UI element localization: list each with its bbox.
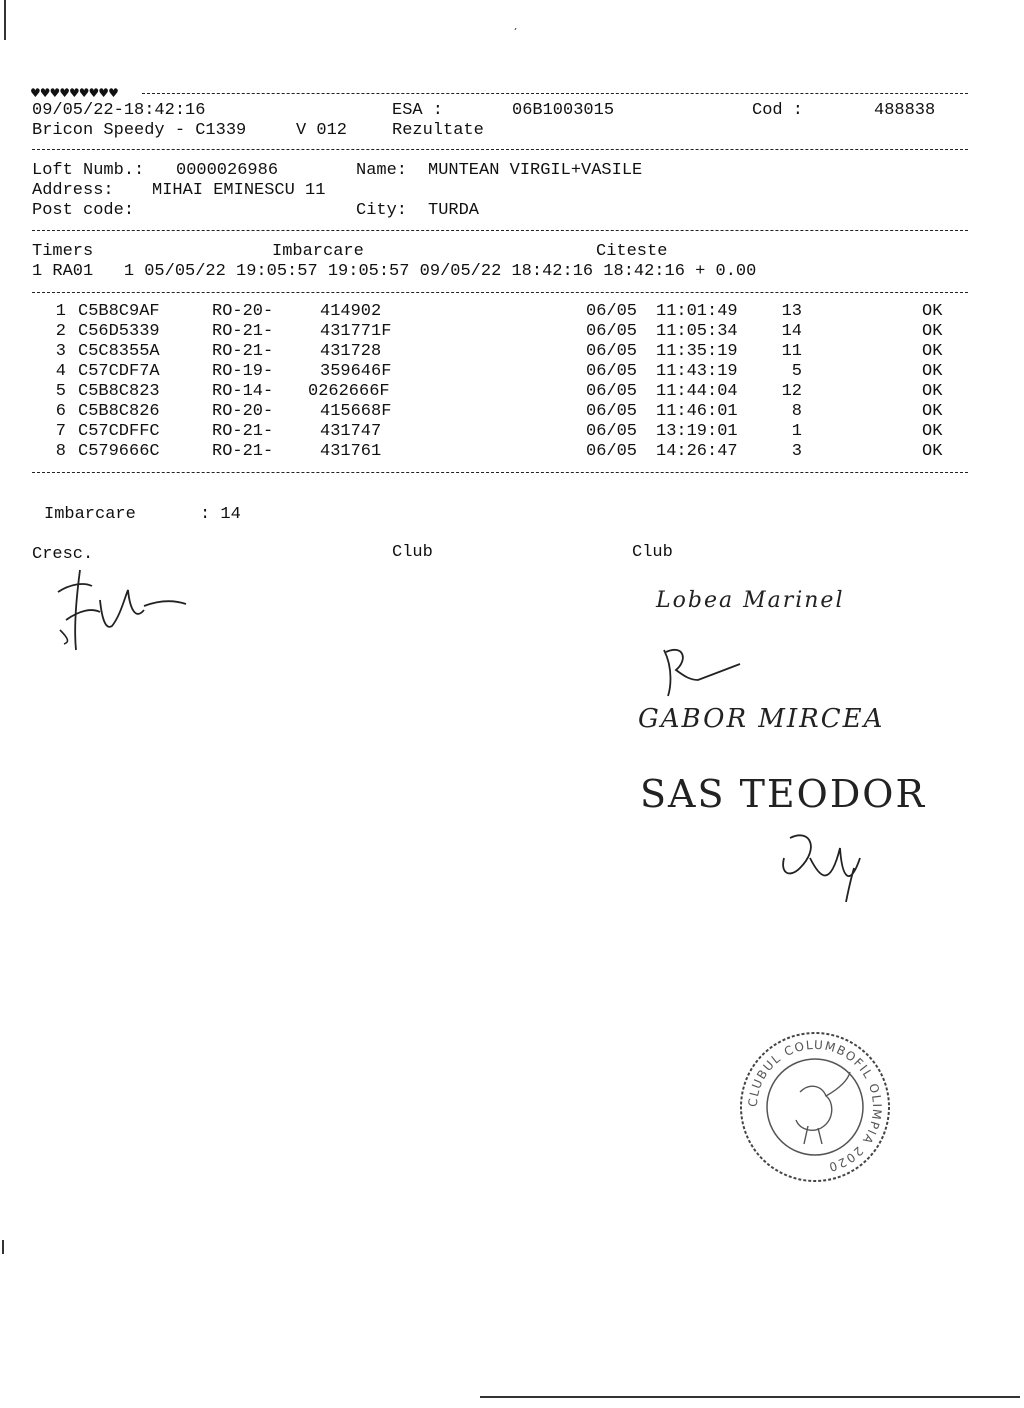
club-stamp	[730, 1022, 900, 1192]
result-chip: C5C8355A	[78, 342, 160, 361]
stamp-circle-text: CLUBUL COLUMBOFIL OLIMPIA 2020	[745, 1037, 885, 1175]
result-ring: 431771F	[320, 322, 392, 341]
result-ring-prefix: RO-19-	[212, 362, 274, 381]
result-date: 06/05	[586, 422, 638, 441]
club-name-3: SAS TEODOR	[640, 772, 927, 816]
result-ring-prefix: RO-14-	[212, 382, 274, 401]
result-status: OK	[922, 362, 943, 381]
esa-value: 06B1003015	[512, 101, 615, 120]
result-status: OK	[922, 402, 943, 421]
club-name-1: Lobea Marinel	[656, 588, 845, 613]
cod-value: 488838	[874, 101, 936, 120]
result-ring: 431728	[320, 342, 382, 361]
result-date: 06/05	[586, 442, 638, 461]
result-idx: 3	[55, 342, 66, 361]
result-pos: 8	[791, 402, 802, 421]
result-ring: 431747	[320, 422, 382, 441]
result-ring: 431761	[320, 442, 382, 461]
result-status: OK	[922, 442, 943, 461]
result-idx: 1	[55, 302, 66, 321]
address-label: Address:	[32, 181, 114, 200]
result-pos: 1	[791, 422, 802, 441]
divider-timers	[32, 292, 968, 293]
timers-row: 1 RA01 1 05/05/22 19:05:57 19:05:57 09/05/22 18:42:16 18:42:16 + 0.00	[32, 262, 757, 281]
result-time: 14:26:47	[656, 442, 738, 461]
city-label: City:	[356, 201, 408, 220]
result-idx: 2	[55, 322, 66, 341]
result-status: OK	[922, 322, 943, 341]
result-date: 06/05	[586, 342, 638, 361]
result-ring-prefix: RO-21-	[212, 322, 274, 341]
result-pos: 11	[781, 342, 802, 361]
result-chip: C5B8C9AF	[78, 302, 160, 321]
header-hearts: ♥♥♥♥♥♥♥♥♥	[30, 86, 118, 100]
result-pos: 5	[791, 362, 802, 381]
divider-header	[32, 149, 968, 150]
result-ring-prefix: RO-20-	[212, 402, 274, 421]
result-ring: 415668F	[320, 402, 392, 421]
result-pos: 3	[791, 442, 802, 461]
divider-results	[32, 472, 968, 473]
timers-imbarcare-header: Imbarcare	[272, 242, 364, 261]
result-ring-prefix: RO-21-	[212, 342, 274, 361]
summary-imbarcare-label: Imbarcare	[44, 505, 136, 524]
postcode-label: Post code:	[32, 201, 135, 220]
result-ring-prefix: RO-21-	[212, 442, 274, 461]
result-ring-prefix: RO-20-	[212, 302, 274, 321]
club-label-2: Club	[632, 543, 673, 562]
result-time: 13:19:01	[656, 422, 738, 441]
header-datetime: 09/05/22-18:42:16	[32, 101, 206, 120]
result-ring: 359646F	[320, 362, 392, 381]
summary-imbarcare-value: : 14	[200, 505, 241, 524]
device-name: Bricon Speedy - C1339	[32, 121, 247, 140]
result-date: 06/05	[586, 402, 638, 421]
result-status: OK	[922, 342, 943, 361]
result-pos: 13	[781, 302, 802, 321]
scan-edge-bottom	[480, 1396, 1020, 1398]
result-time: 11:05:34	[656, 322, 738, 341]
breeder-signature	[40, 560, 200, 660]
timers-header: Timers	[32, 242, 94, 261]
divider-top	[142, 93, 968, 94]
result-date: 06/05	[586, 362, 638, 381]
timers-citeste-header: Citeste	[596, 242, 668, 261]
result-time: 11:46:01	[656, 402, 738, 421]
name-value: MUNTEAN VIRGIL+VASILE	[428, 161, 643, 180]
report-mode: Rezultate	[392, 121, 484, 140]
result-date: 06/05	[586, 302, 638, 321]
result-chip: C5B8C823	[78, 382, 160, 401]
result-time: 11:01:49	[656, 302, 738, 321]
address-value: MIHAI EMINESCU 11	[152, 181, 326, 200]
result-chip: C57CDF7A	[78, 362, 160, 381]
loft-value: 0000026986	[176, 161, 279, 180]
result-date: 06/05	[586, 382, 638, 401]
result-ring-prefix: RO-21-	[212, 422, 274, 441]
cod-label: Cod :	[752, 101, 804, 120]
result-chip: C5B8C826	[78, 402, 160, 421]
scan-tick: ˊ	[512, 27, 520, 41]
scan-edge	[4, 0, 6, 40]
result-ring: 0262666F	[308, 382, 390, 401]
result-status: OK	[922, 422, 943, 441]
result-status: OK	[922, 382, 943, 401]
loft-label: Loft Numb.:	[32, 161, 145, 180]
result-idx: 7	[55, 422, 66, 441]
result-time: 11:43:19	[656, 362, 738, 381]
result-pos: 14	[781, 322, 802, 341]
result-chip: C57CDFFC	[78, 422, 160, 441]
result-date: 06/05	[586, 322, 638, 341]
result-idx: 6	[55, 402, 66, 421]
esa-label: ESA :	[392, 101, 444, 120]
scan-edge	[2, 1240, 4, 1254]
result-pos: 12	[781, 382, 802, 401]
device-version: V 012	[296, 121, 348, 140]
result-status: OK	[922, 302, 943, 321]
name-label: Name:	[356, 161, 408, 180]
club-label-1: Club	[392, 543, 433, 562]
divider-loft	[32, 230, 968, 231]
city-value: TURDA	[428, 201, 480, 220]
club-name-2: GABOR MIRCEA	[638, 704, 885, 734]
club-signature-1	[654, 640, 794, 700]
cresc-label: Cresc.	[32, 545, 94, 564]
result-idx: 8	[55, 442, 66, 461]
result-time: 11:35:19	[656, 342, 738, 361]
club-signature-2	[770, 818, 890, 908]
result-ring: 414902	[320, 302, 382, 321]
result-time: 11:44:04	[656, 382, 738, 401]
result-chip: C579666C	[78, 442, 160, 461]
result-idx: 4	[55, 362, 66, 381]
result-idx: 5	[55, 382, 66, 401]
result-chip: C56D5339	[78, 322, 160, 341]
